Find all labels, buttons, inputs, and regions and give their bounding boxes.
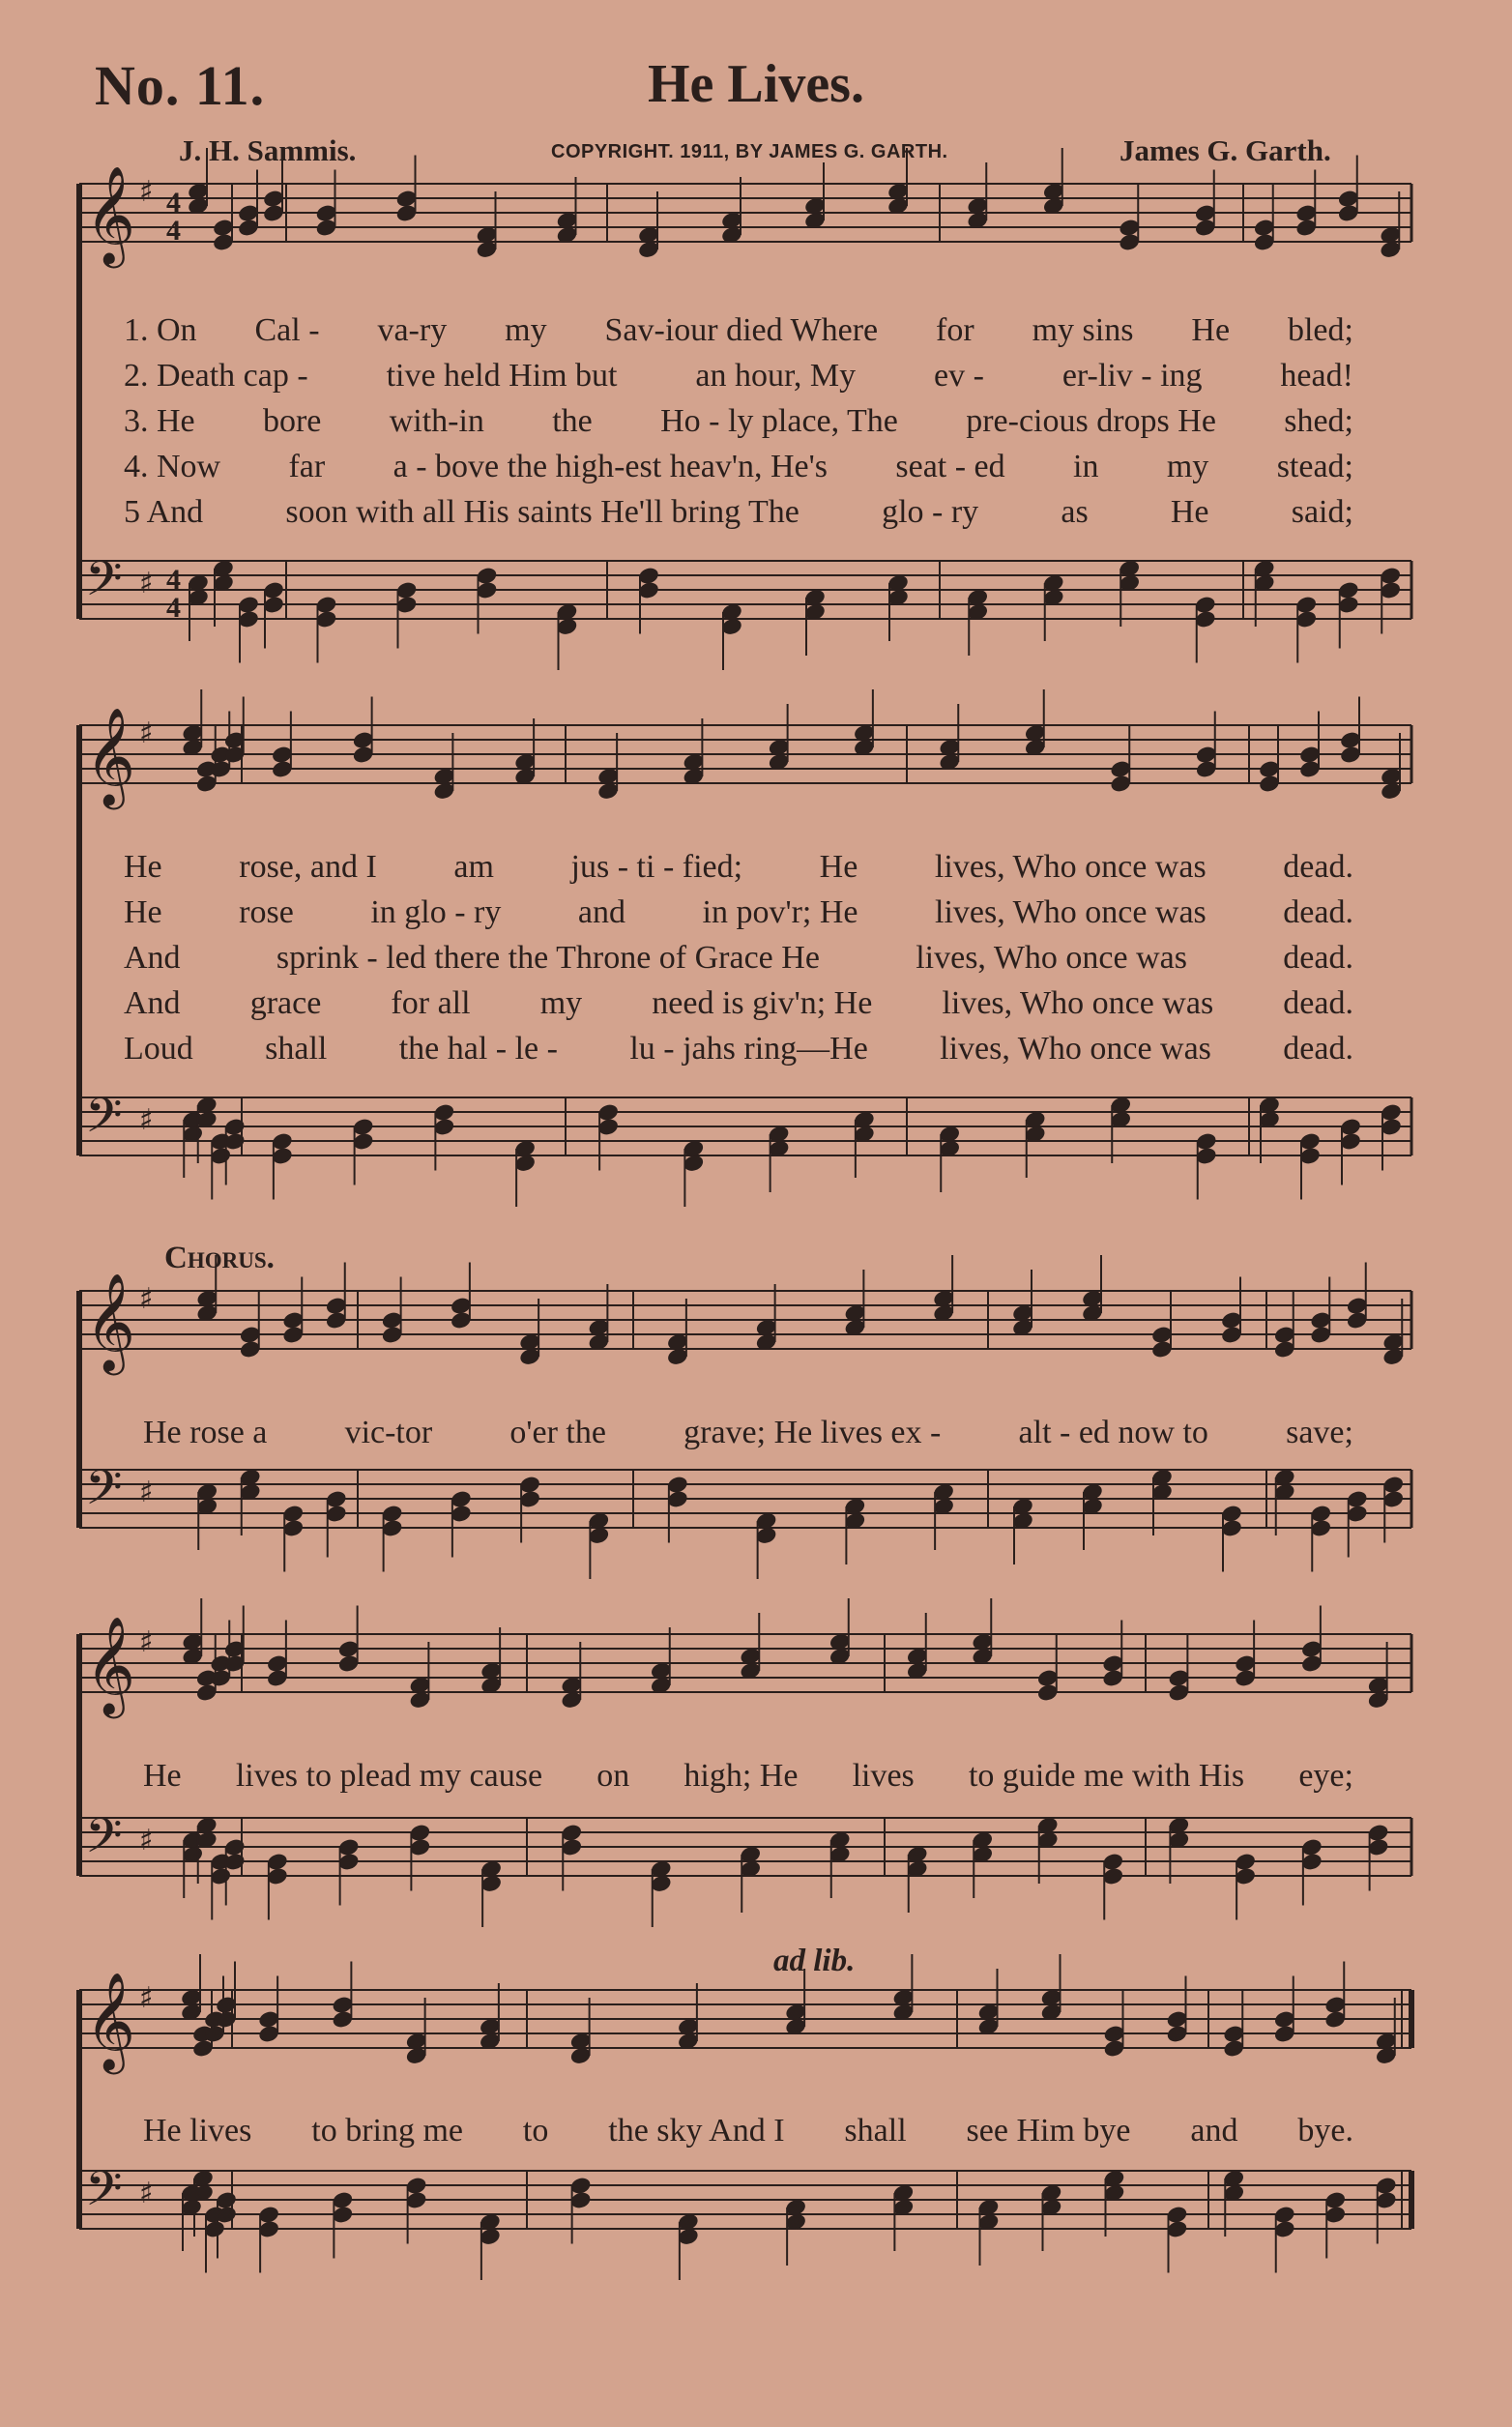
lyric-syllable: in: [1073, 448, 1099, 484]
lyric-syllable: the sky And I: [608, 2112, 785, 2149]
verse-line: [124, 890, 1353, 935]
lyric-syllable: as: [1061, 493, 1089, 530]
sharp-icon: ♯: [139, 567, 154, 600]
lyric-syllable: the hal - le -: [398, 1030, 558, 1067]
lyric-syllable: my: [1166, 448, 1209, 484]
lyric-syllable: am: [453, 848, 494, 885]
chorus-line: [143, 2108, 1353, 2153]
lyric-syllable: with-in: [389, 402, 484, 439]
lyric-syllable: a - bove the high-est heav'n, He's: [393, 448, 828, 484]
chorus-line: [143, 1410, 1353, 1455]
lyric-syllable: to bring me: [311, 2112, 464, 2149]
lyric-syllable: shed;: [1284, 402, 1353, 439]
lyric-syllable: rose: [239, 893, 294, 930]
lyric-syllable: er-liv - ing: [1061, 357, 1203, 394]
sharp-icon: ♯: [139, 2177, 154, 2210]
lyric-syllable: alt - ed now to: [1018, 1414, 1208, 1450]
lyric-syllable: Loud: [124, 1030, 193, 1067]
lyric-syllable: 5 And: [124, 493, 204, 530]
lyric-syllable: my: [505, 311, 547, 348]
sharp-icon: ♯: [139, 1103, 154, 1137]
lyric-syllable: tive held Him but: [386, 357, 618, 394]
lyric-syllable: see Him bye: [966, 2112, 1131, 2149]
lyric-syllable: bore: [262, 402, 322, 439]
lyric-syllable: lives, Who once was: [940, 1030, 1211, 1067]
lyric-syllable: need is giv'n; He: [652, 984, 873, 1021]
lyric-syllable: sprink - led there the Throne of Grace He: [276, 939, 820, 976]
lyric-syllable: grave; He lives ex -: [683, 1414, 942, 1450]
lyric-syllable: for all: [391, 984, 471, 1021]
verse-line: [124, 444, 1353, 489]
treble-clef-icon: 𝄞: [85, 1272, 136, 1371]
lyric-syllable: dead.: [1283, 1030, 1353, 1067]
sharp-icon: ♯: [139, 1824, 154, 1857]
lyric-syllable: He rose a: [143, 1414, 268, 1450]
time-signature-upper: 4: [166, 564, 181, 596]
lyric-syllable: in glo - ry: [370, 893, 502, 930]
lyric-syllable: my: [539, 984, 583, 1021]
lyric-syllable: to: [522, 2112, 549, 2149]
lyric-syllable: And: [124, 939, 181, 976]
lyric-syllable: And: [124, 984, 181, 1021]
lyric-syllable: He: [124, 848, 162, 885]
lyric-syllable: 3. He: [124, 402, 195, 439]
verse-line: [124, 935, 1353, 980]
bass-clef-icon: 𝄢: [85, 1460, 123, 1528]
lyric-syllable: and: [1190, 2112, 1238, 2149]
chorus-marking: Chorus.: [164, 1241, 275, 1275]
lyric-syllable: lives, Who once was: [934, 848, 1207, 885]
lyric-syllable: va-ry: [377, 311, 448, 348]
lyric-syllable: lives to plead my cause: [235, 1757, 543, 1794]
lyric-syllable: shall: [265, 1030, 328, 1067]
lyric-syllable: 4. Now: [124, 448, 221, 484]
verse-line: [124, 398, 1353, 444]
lyric-syllable: lu - jahs ring—He: [629, 1030, 868, 1067]
lyric-syllable: pre-cious drops He: [966, 402, 1216, 439]
chorus-line: [143, 1753, 1353, 1798]
sharp-icon: ♯: [139, 1282, 154, 1316]
lyric-syllable: Cal -: [254, 311, 320, 348]
lyric-syllable: dead.: [1283, 984, 1353, 1021]
lyric-syllable: rose, and I: [239, 848, 377, 885]
lyric-syllable: dead.: [1283, 939, 1353, 976]
bass-clef-icon: 𝄢: [85, 1808, 123, 1876]
lyric-syllable: He: [1191, 311, 1231, 348]
sharp-icon: ♯: [139, 1625, 154, 1659]
lyric-syllable: o'er the: [509, 1414, 606, 1450]
lyric-syllable: 2. Death cap -: [124, 357, 308, 394]
time-signature-upper: 4: [166, 187, 181, 219]
lyric-syllable: shall: [844, 2112, 907, 2149]
lyric-syllable: lives, Who once was: [942, 984, 1214, 1021]
lyric-syllable: seat - ed: [895, 448, 1005, 484]
time-signature-lower: 4: [166, 215, 181, 247]
bass-clef-icon: 𝄢: [85, 2161, 123, 2229]
sharp-icon: ♯: [139, 175, 154, 209]
lyric-syllable: lives: [852, 1757, 915, 1794]
hymn-title: He Lives.: [648, 54, 864, 114]
lyric-syllable: bled;: [1287, 311, 1353, 348]
lyric-syllable: an hour, My: [695, 357, 857, 394]
treble-clef-icon: 𝄞: [85, 164, 136, 264]
lyric-syllable: in pov'r; He: [702, 893, 858, 930]
lyric-syllable: eye;: [1298, 1757, 1353, 1794]
lyric-syllable: He: [143, 1757, 182, 1794]
lyric-syllable: far: [288, 448, 326, 484]
lyric-syllable: dead.: [1283, 893, 1353, 930]
lyric-syllable: stead;: [1276, 448, 1353, 484]
hymn-number: No. 11.: [95, 54, 266, 117]
bass-clef-icon: 𝄢: [85, 1088, 123, 1155]
treble-clef-icon: 𝄞: [85, 706, 136, 805]
verse-line: [124, 489, 1353, 535]
lyric-syllable: the: [552, 402, 593, 439]
lyric-syllable: glo - ry: [882, 493, 979, 530]
lyric-syllable: my sins: [1032, 311, 1134, 348]
lyric-syllable: He lives: [143, 2112, 252, 2149]
lyric-syllable: 1. On: [124, 311, 197, 348]
sharp-icon: ♯: [139, 1981, 154, 2015]
verse-line: [124, 844, 1353, 890]
lyric-syllable: ev -: [934, 357, 984, 394]
lyric-syllable: Ho - ly place, The: [660, 402, 898, 439]
verse-line: [124, 353, 1353, 398]
lyric-syllable: vic-tor: [344, 1414, 433, 1450]
ad-lib-marking: ad lib.: [773, 1944, 856, 1978]
lyric-syllable: He: [819, 848, 858, 885]
sharp-icon: ♯: [139, 716, 154, 750]
composer-credit: James G. Garth.: [1119, 133, 1331, 167]
lyric-syllable: save;: [1286, 1414, 1353, 1450]
verse-line: [124, 307, 1353, 353]
lyric-syllable: soon with all His saints He'll bring The: [285, 493, 800, 530]
lyric-syllable: bye.: [1297, 2112, 1353, 2149]
lyric-syllable: He: [1170, 493, 1209, 530]
time-signature-lower: 4: [166, 592, 181, 624]
verse-line: [124, 980, 1353, 1026]
verse-line: [124, 1026, 1353, 1071]
lyric-syllable: He: [124, 893, 162, 930]
lyric-syllable: for: [936, 311, 974, 348]
lyric-syllable: grace: [249, 984, 322, 1021]
lyric-syllable: on: [596, 1757, 630, 1794]
lyric-syllable: lives, Who once was: [916, 939, 1187, 976]
lyric-syllable: lives, Who once was: [935, 893, 1207, 930]
lyric-syllable: Sav-iour died Where: [604, 311, 879, 348]
treble-clef-icon: 𝄞: [85, 1971, 136, 2070]
lyric-syllable: said;: [1291, 493, 1353, 530]
lyric-syllable: head!: [1280, 357, 1353, 394]
lyricist-credit: J. H. Sammis.: [179, 133, 357, 167]
lyric-syllable: high; He: [683, 1757, 799, 1794]
copyright-notice: COPYRIGHT. 1911, BY JAMES G. GARTH.: [551, 141, 948, 162]
sharp-icon: ♯: [139, 1476, 154, 1509]
bass-clef-icon: 𝄢: [85, 551, 123, 619]
lyric-syllable: dead.: [1283, 848, 1353, 885]
lyric-syllable: to guide me with His: [968, 1757, 1245, 1794]
treble-clef-icon: 𝄞: [85, 1615, 136, 1714]
lyric-syllable: jus - ti - fied;: [570, 848, 743, 885]
lyric-syllable: and: [577, 893, 625, 930]
